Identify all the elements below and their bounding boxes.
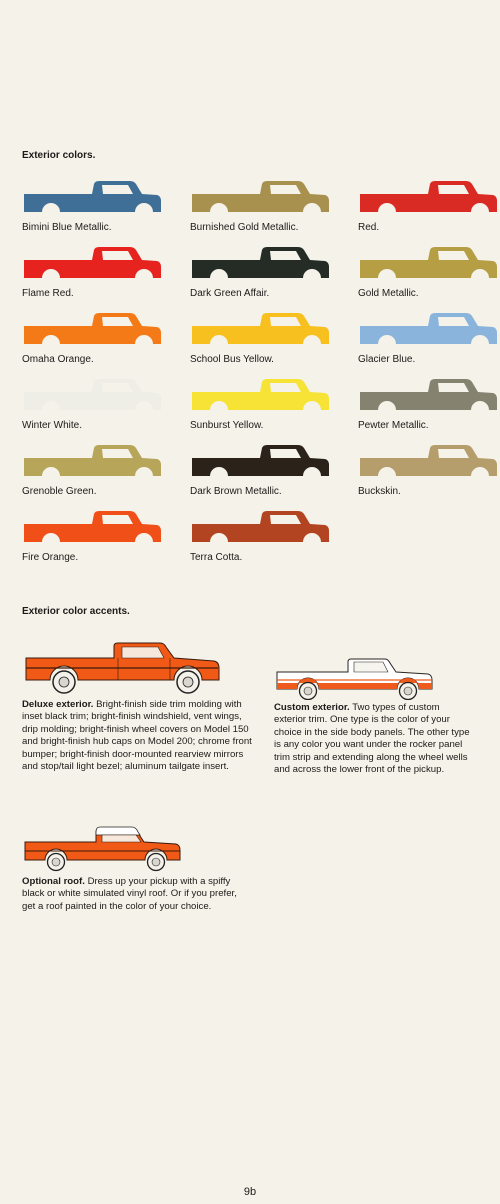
deluxe-exterior-text: Bright-finish side trim molding with inset black trim; bright-finish windshield, vent wings, drip molding; bright-finish wheel covers on Model 150 and bright-finish hub caps on Model 200; chrome front bumper; bright-finish door-mounted rearview mirrors and stop/tail light bezel; aluminum tailgate insert. [22, 699, 252, 773]
pickup-truck-silhouette [190, 246, 330, 286]
color-name-label: Dark Brown Metallic. [190, 486, 282, 497]
pickup-truck-silhouette [22, 510, 162, 550]
color-name-label: Bimini Blue Metallic. [22, 222, 112, 233]
color-swatch [358, 444, 500, 502]
pickup-truck-silhouette [22, 378, 162, 418]
optional-roof-text: Dress up your pickup with a spiffy black or white simulated vinyl roof. Or if you prefer, get a roof painted in the color of your choice. [22, 876, 237, 912]
truck-body [360, 247, 497, 278]
color-swatch [190, 444, 355, 502]
color-swatch [22, 312, 187, 370]
color-swatch [190, 312, 355, 370]
color-swatch [190, 378, 355, 436]
truck-body [192, 379, 329, 410]
pickup-truck-silhouette [190, 312, 330, 352]
color-swatch [22, 444, 187, 502]
color-name-label: Gold Metallic. [358, 288, 419, 299]
pickup-truck-silhouette [190, 180, 330, 220]
pickup-truck-silhouette [22, 180, 162, 220]
page-number: 9b [243, 1186, 257, 1198]
custom-exterior-description [274, 702, 474, 776]
pickup-truck-silhouette [22, 246, 162, 286]
color-name-label: Pewter Metallic. [358, 420, 429, 431]
color-name-label: Red. [358, 222, 380, 233]
color-name-label: Omaha Orange. [22, 354, 94, 365]
color-name-label: Grenoble Green. [22, 486, 97, 497]
color-name-label: Flame Red. [22, 288, 74, 299]
pickup-truck-silhouette [22, 444, 162, 484]
color-swatch [358, 180, 500, 238]
deluxe-exterior-title: Deluxe exterior. [22, 699, 94, 710]
color-name-label: Dark Green Affair. [190, 288, 270, 299]
custom-exterior-text: Two types of custom exterior trim. One type is the color of your choice in the side body panels. The other type is any color you want under the rocker panel trim strip and extending along the wheel wells and across the lower front of the pickup. [274, 702, 470, 776]
pickup-truck-silhouette [190, 378, 330, 418]
color-name-label: Burnished Gold Metallic. [190, 222, 299, 233]
truck-body [360, 313, 497, 344]
truck-body [24, 379, 161, 410]
truck-body [24, 445, 161, 476]
custom-exterior-title: Custom exterior. [274, 702, 350, 713]
pickup-truck-silhouette [190, 510, 330, 550]
color-name-label: Sunburst Yellow. [190, 420, 264, 431]
optional-roof-truck-illustration [22, 824, 182, 872]
pickup-truck-silhouette [358, 378, 498, 418]
exterior-colors-heading: Exterior colors. [22, 150, 96, 161]
truck-body [192, 247, 329, 278]
color-swatch [190, 246, 355, 304]
truck-body [192, 181, 329, 212]
color-name-label: School Bus Yellow. [190, 354, 274, 365]
pickup-truck-silhouette [358, 444, 498, 484]
truck-body [192, 445, 329, 476]
truck-body [360, 445, 497, 476]
pickup-truck-silhouette [358, 180, 498, 220]
color-name-label: Buckskin. [358, 486, 401, 497]
color-swatch [358, 378, 500, 436]
color-swatch [190, 510, 355, 568]
color-swatch [22, 378, 187, 436]
truck-body [24, 313, 161, 344]
color-name-label: Glacier Blue. [358, 354, 416, 365]
truck-body [192, 511, 329, 542]
pickup-truck-silhouette [190, 444, 330, 484]
custom-exterior-block [274, 656, 474, 776]
color-swatch [22, 510, 187, 568]
truck-body [192, 313, 329, 344]
truck-body [360, 181, 497, 212]
exterior-color-accents-heading: Exterior color accents. [22, 606, 130, 617]
truck-body [24, 247, 161, 278]
color-swatch [22, 246, 187, 304]
optional-roof-description [22, 876, 248, 913]
exterior-color-swatches [0, 0, 500, 580]
color-name-label: Terra Cotta. [190, 552, 243, 563]
deluxe-exterior-block [22, 638, 252, 773]
color-swatch [22, 180, 187, 238]
color-swatch [358, 246, 500, 304]
truck-body [24, 511, 161, 542]
optional-roof-title: Optional roof. [22, 876, 85, 887]
truck-body [360, 379, 497, 410]
color-name-label: Fire Orange. [22, 552, 79, 563]
deluxe-truck-illustration [22, 638, 222, 696]
pickup-truck-silhouette [358, 312, 498, 352]
color-swatch [358, 312, 500, 370]
color-name-label: Winter White. [22, 420, 83, 431]
pickup-truck-silhouette [22, 312, 162, 352]
pickup-truck-silhouette [358, 246, 498, 286]
deluxe-exterior-description [22, 699, 252, 773]
custom-truck-illustration [274, 656, 434, 700]
truck-body [24, 181, 161, 212]
optional-roof-block [22, 824, 252, 913]
color-swatch [190, 180, 355, 238]
